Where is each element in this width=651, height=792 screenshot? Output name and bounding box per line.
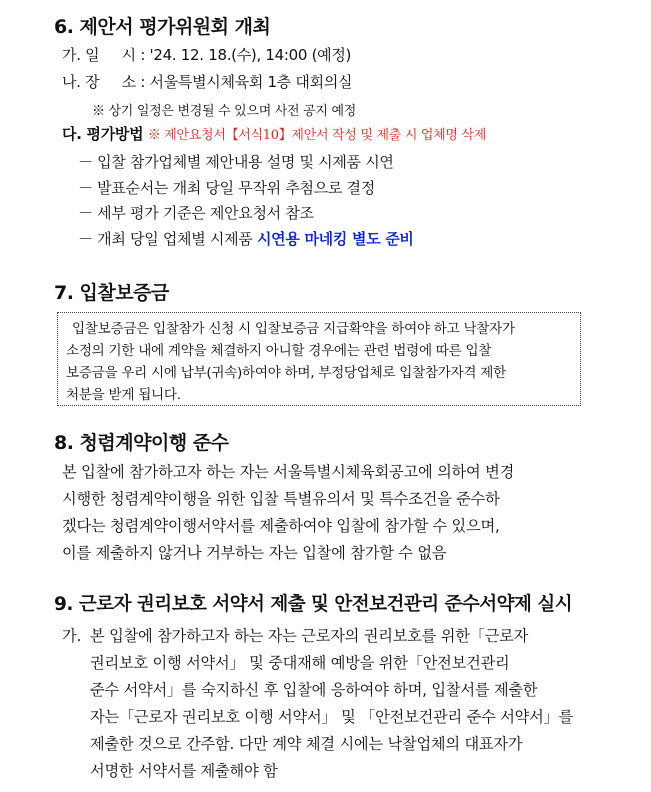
box-line-4: 처분을 받게 됩니다. xyxy=(66,387,181,403)
bullet-4-prefix: － 개최 당일 업체별 시제품 xyxy=(78,230,253,248)
integrity-line-2: 시행한 청렴계약이행을 위한 입찰 특별유의서 및 특수조건을 준수하 xyxy=(62,490,500,508)
method-label: 다. 평가방법 xyxy=(62,125,144,143)
integrity-line-3: 겠다는 청렴계약이행서약서를 제출하여야 입찰에 참가할 수 있으며, xyxy=(62,517,500,535)
section-8-heading: 8. 청렴계약이행 준수 xyxy=(54,432,229,454)
place-label: 나. 장 소 : xyxy=(62,73,146,91)
section-6-heading: 6. 제안서 평가위원회 개최 xyxy=(54,16,271,38)
place-value: 서울특별시체육회 1층 대회의실 xyxy=(149,73,353,91)
method-bullet-2: － 발표순서는 개최 당일 무작위 추첨으로 결정 xyxy=(78,179,375,197)
pledge-line-5: 제출한 것으로 간주함. 다만 계약 체결 시에는 낙찰업체의 대표자가 xyxy=(90,735,523,753)
schedule-note: ※ 상기 일정은 변경될 수 있으며 사전 공지 예정 xyxy=(92,104,357,119)
method-bullet-4 xyxy=(78,228,414,249)
bullet-4-highlight: 시연용 마네킹 별도 준비 xyxy=(256,230,414,248)
box-line-3: 보증금을 우리 시에 납부(귀속)하여야 하며, 부정당업체로 입찰참가자격 제한 xyxy=(66,365,506,381)
pledge-line-4: 자는「근로자 권리보호 이행 서약서」 및 「안전보건관리 준수 서약서」를 xyxy=(90,708,574,726)
evaluation-method-row xyxy=(62,123,486,144)
section-9-heading: 9. 근로자 권리보호 서약서 제출 및 안전보건관리 준수서약제 실시 xyxy=(54,594,573,615)
pledge-line-3: 준수 서약서」를 숙지하신 후 입찰에 응하여야 하며, 입찰서를 제출한 xyxy=(90,681,538,699)
deposit-notice-box xyxy=(57,312,581,406)
pledge-line-1: 본 입찰에 참가하고자 하는 자는 근로자의 권리보호를 위한「근로자 xyxy=(90,627,529,645)
date-value: '24. 12. 18.(수), 14:00 (예정) xyxy=(149,46,352,64)
method-note: ※ 제안요청서【서식10】제안서 작성 및 제출 시 업체명 삭제 xyxy=(147,128,487,143)
pledge-line-2: 권리보호 이행 서약서」 및 중대재해 예방을 위한「안전보건관리 xyxy=(90,654,510,672)
integrity-line-1: 본 입찰에 참가하고자 하는 자는 서울특별시체육회공고에 의하여 변경 xyxy=(62,463,515,481)
item-ga-label: 가. xyxy=(62,627,82,645)
pledge-line-6: 서명한 서약서를 제출해야 함 xyxy=(90,762,278,780)
schedule-date-row xyxy=(62,44,351,65)
schedule-place-row xyxy=(62,71,352,92)
box-line-1: 입찰보증금은 입찰참가 신청 시 입찰보증금 지급확약을 하여야 하고 낙찰자가 xyxy=(72,321,515,337)
method-bullet-3: － 세부 평가 기준은 제안요청서 참조 xyxy=(78,204,314,222)
method-bullet-1: － 입찰 참가업체별 제안내용 설명 및 시제품 시연 xyxy=(78,153,394,171)
section-7-heading: 7. 입찰보증금 xyxy=(54,282,169,304)
date-label: 가. 일 시 : xyxy=(62,46,146,64)
box-line-2: 소정의 기한 내에 계약을 체결하지 아니할 경우에는 관련 법령에 따른 입찰 xyxy=(66,343,492,359)
integrity-line-4: 이를 제출하지 않거나 거부하는 자는 입찰에 참가할 수 없음 xyxy=(62,544,447,562)
